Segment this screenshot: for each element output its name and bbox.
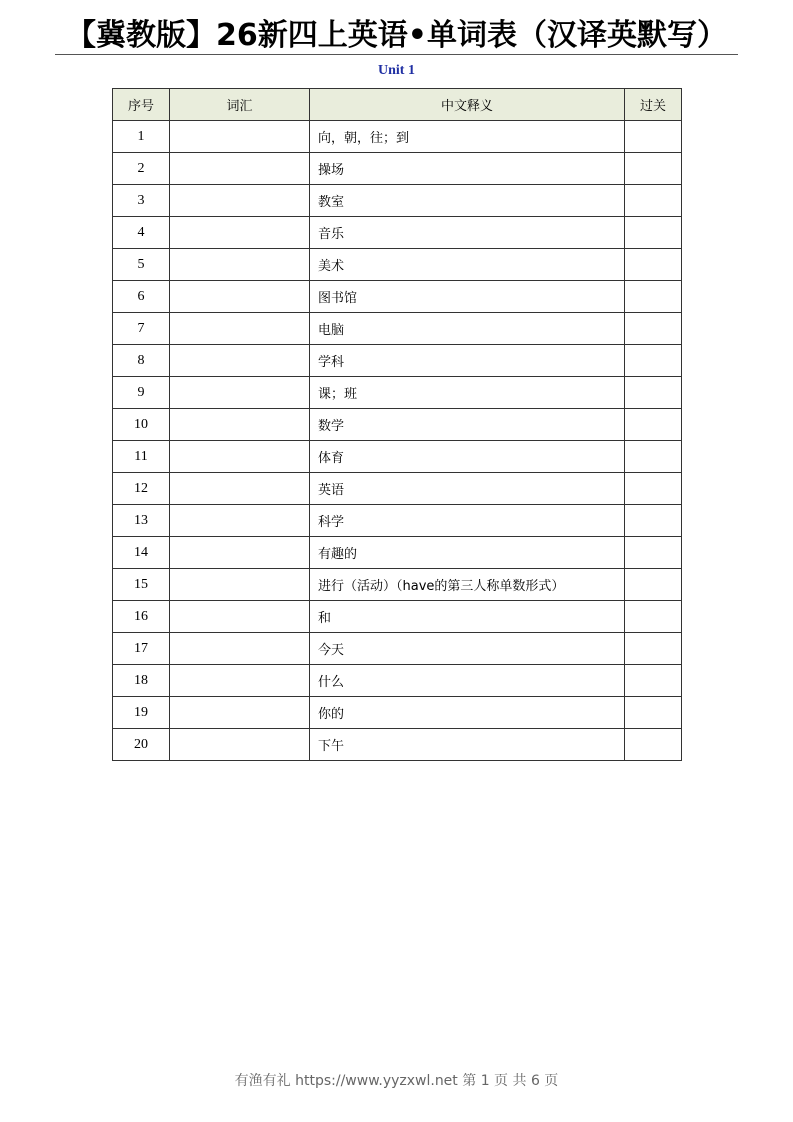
word-answer-cell[interactable] [170,345,310,377]
pass-check-cell[interactable] [625,249,682,281]
pass-check-cell[interactable] [625,281,682,313]
chinese-meaning: 体育 [310,441,625,473]
row-number: 3 [113,185,170,217]
row-number: 8 [113,345,170,377]
row-number: 13 [113,505,170,537]
page-footer: 有渔有礼 https://www.yyzxwl.net 第 1 页 共 6 页 [234,1073,559,1089]
chinese-meaning: 课；班 [310,377,625,409]
row-number: 7 [113,313,170,345]
chinese-meaning: 教室 [310,185,625,217]
row-number: 15 [113,569,170,601]
word-answer-cell[interactable] [170,313,310,345]
word-answer-cell[interactable] [170,569,310,601]
word-answer-cell[interactable] [170,505,310,537]
table-row [113,249,682,281]
row-number: 17 [113,633,170,665]
header-word: 词汇 [170,89,310,121]
chinese-meaning: 向，朝，往；到 [310,121,625,153]
pass-check-cell[interactable] [625,505,682,537]
row-number: 9 [113,377,170,409]
word-answer-cell[interactable] [170,537,310,569]
chinese-meaning: 科学 [310,505,625,537]
table-row [113,601,682,633]
pass-check-cell[interactable] [625,729,682,761]
word-answer-cell[interactable] [170,729,310,761]
pass-check-cell[interactable] [625,345,682,377]
row-number: 10 [113,409,170,441]
word-answer-cell[interactable] [170,153,310,185]
chinese-meaning: 下午 [310,729,625,761]
chinese-meaning: 有趣的 [310,537,625,569]
table-row [113,569,682,601]
pass-check-cell[interactable] [625,217,682,249]
table-row [113,409,682,441]
table-row [113,697,682,729]
word-answer-cell[interactable] [170,633,310,665]
word-answer-cell[interactable] [170,441,310,473]
table-row [113,505,682,537]
chinese-meaning: 电脑 [310,313,625,345]
title-underline [55,54,738,55]
row-number: 4 [113,217,170,249]
row-number: 16 [113,601,170,633]
table-row [113,185,682,217]
table-row [113,377,682,409]
table-row [113,441,682,473]
row-number: 6 [113,281,170,313]
chinese-meaning: 进行（活动）（have的第三人称单数形式） [310,569,625,601]
row-number: 14 [113,537,170,569]
table-row [113,729,682,761]
header-pass: 过关 [625,89,682,121]
word-answer-cell[interactable] [170,217,310,249]
table-row [113,121,682,153]
word-answer-cell[interactable] [170,665,310,697]
row-number: 11 [113,441,170,473]
word-answer-cell[interactable] [170,281,310,313]
word-answer-cell[interactable] [170,697,310,729]
table-row [113,313,682,345]
chinese-meaning: 音乐 [310,217,625,249]
pass-check-cell[interactable] [625,601,682,633]
pass-check-cell[interactable] [625,153,682,185]
pass-check-cell[interactable] [625,377,682,409]
pass-check-cell[interactable] [625,697,682,729]
pass-check-cell[interactable] [625,313,682,345]
chinese-meaning: 和 [310,601,625,633]
row-number: 1 [113,121,170,153]
chinese-meaning: 美术 [310,249,625,281]
pass-check-cell[interactable] [625,409,682,441]
word-answer-cell[interactable] [170,121,310,153]
row-number: 5 [113,249,170,281]
pass-check-cell[interactable] [625,121,682,153]
table-row [113,345,682,377]
table-row [113,537,682,569]
row-number: 12 [113,473,170,505]
vocabulary-table [112,88,682,761]
chinese-meaning: 操场 [310,153,625,185]
word-answer-cell[interactable] [170,249,310,281]
row-number: 19 [113,697,170,729]
chinese-meaning: 学科 [310,345,625,377]
header-number: 序号 [113,89,170,121]
word-answer-cell[interactable] [170,185,310,217]
chinese-meaning: 图书馆 [310,281,625,313]
row-number: 2 [113,153,170,185]
document-title: 【冀教版】26新四上英语•单词表（汉译英默写） [66,18,727,53]
pass-check-cell[interactable] [625,537,682,569]
word-answer-cell[interactable] [170,377,310,409]
table-header-row [113,89,682,121]
chinese-meaning: 你的 [310,697,625,729]
header-meaning: 中文释义 [310,89,625,121]
table-body [113,121,682,761]
table-row [113,281,682,313]
table-row [113,665,682,697]
row-number: 20 [113,729,170,761]
pass-check-cell[interactable] [625,665,682,697]
pass-check-cell[interactable] [625,441,682,473]
pass-check-cell[interactable] [625,473,682,505]
table-row [113,473,682,505]
pass-check-cell[interactable] [625,633,682,665]
word-answer-cell[interactable] [170,601,310,633]
table-row [113,153,682,185]
word-answer-cell[interactable] [170,473,310,505]
chinese-meaning: 数学 [310,409,625,441]
chinese-meaning: 什么 [310,665,625,697]
pass-check-cell[interactable] [625,185,682,217]
pass-check-cell[interactable] [625,569,682,601]
unit-heading: Unit 1 [378,63,415,78]
table-row [113,633,682,665]
chinese-meaning: 今天 [310,633,625,665]
word-answer-cell[interactable] [170,409,310,441]
row-number: 18 [113,665,170,697]
table-row [113,217,682,249]
chinese-meaning: 英语 [310,473,625,505]
